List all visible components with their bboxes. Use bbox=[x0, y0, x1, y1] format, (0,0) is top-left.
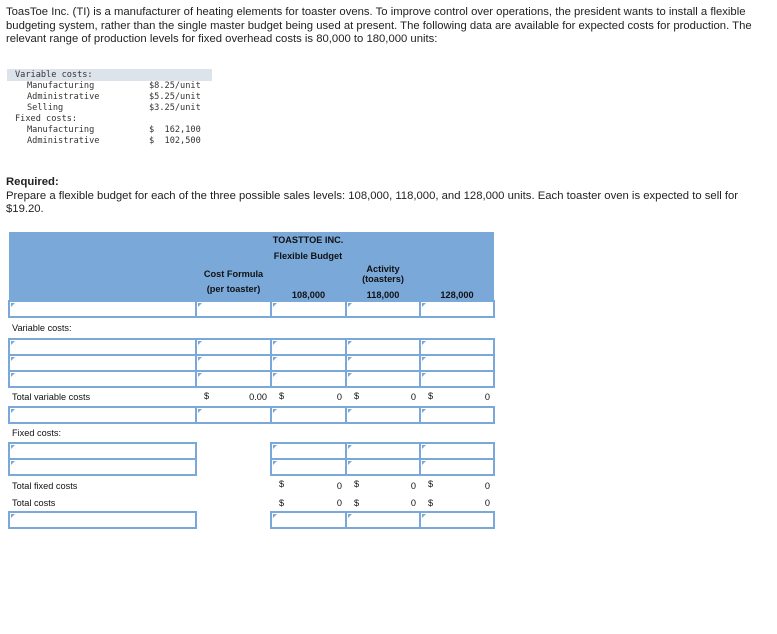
amount-input[interactable] bbox=[271, 459, 346, 475]
formula-input[interactable] bbox=[196, 339, 271, 355]
currency-symbol: $ bbox=[279, 391, 285, 401]
required-text: Prepare a flexible budget for each of the three possible sales levels: 108,000, 118,000, and 128,000 units. Each toaster oven is expected to sell for $19.20. bbox=[6, 189, 739, 216]
total-costs-128000: 0 bbox=[484, 498, 490, 508]
formula-input[interactable] bbox=[196, 407, 271, 423]
cost-formula-subheader: (per toaster) bbox=[206, 284, 261, 294]
amount-input[interactable] bbox=[271, 443, 346, 459]
amount-input[interactable] bbox=[346, 512, 420, 528]
total-fixed-118000: 0 bbox=[410, 480, 416, 491]
given-label: Manufacturing bbox=[27, 81, 95, 91]
currency-symbol: $ bbox=[354, 479, 360, 489]
amount-input[interactable] bbox=[346, 301, 420, 317]
currency-symbol: $ bbox=[428, 391, 434, 401]
amount-input[interactable] bbox=[271, 371, 346, 387]
required-heading: Required: bbox=[6, 176, 59, 188]
label-input[interactable] bbox=[9, 407, 196, 423]
formula-input[interactable] bbox=[196, 301, 271, 317]
amount-input[interactable] bbox=[420, 301, 494, 317]
amount-input[interactable] bbox=[420, 512, 494, 528]
amount-input[interactable] bbox=[346, 459, 420, 475]
amount-input[interactable] bbox=[346, 371, 420, 387]
amount-input[interactable] bbox=[420, 459, 494, 475]
total-fixed-108000: 0 bbox=[336, 480, 342, 491]
total-variable-costs-label: Total variable costs bbox=[12, 392, 91, 402]
currency-symbol: $ bbox=[279, 479, 285, 489]
flexible-budget-table bbox=[8, 232, 495, 529]
amount-input[interactable] bbox=[271, 407, 346, 423]
fixed-costs-label: Fixed costs: bbox=[12, 428, 62, 438]
given-value: $8.25/unit bbox=[149, 81, 201, 91]
activity-level-108000: 108,000 bbox=[291, 290, 326, 300]
label-input[interactable] bbox=[9, 512, 196, 528]
given-value: $ 162,100 bbox=[149, 125, 201, 135]
variable-cost-label-input[interactable] bbox=[9, 355, 196, 371]
total-variable-118000: 0 bbox=[410, 392, 416, 402]
formula-input[interactable] bbox=[196, 371, 271, 387]
given-label: Administrative bbox=[27, 92, 100, 102]
currency-symbol: $ bbox=[204, 391, 210, 401]
total-costs-108000: 0 bbox=[336, 498, 342, 508]
amount-input[interactable] bbox=[420, 371, 494, 387]
currency-symbol: $ bbox=[428, 498, 434, 508]
amount-input[interactable] bbox=[346, 355, 420, 371]
total-variable-128000: 0 bbox=[484, 392, 490, 402]
fixed-costs-header: Fixed costs: bbox=[15, 114, 78, 124]
variable-cost-label-input[interactable] bbox=[9, 371, 196, 387]
amount-input[interactable] bbox=[346, 339, 420, 355]
given-label: Selling bbox=[27, 103, 64, 113]
amount-input[interactable] bbox=[271, 339, 346, 355]
total-fixed-128000: 0 bbox=[484, 480, 490, 491]
currency-symbol: $ bbox=[354, 498, 360, 508]
given-value: $5.25/unit bbox=[149, 92, 201, 102]
amount-input[interactable] bbox=[271, 512, 346, 528]
total-variable-formula: 0.00 bbox=[249, 392, 267, 402]
amount-input[interactable] bbox=[420, 355, 494, 371]
company-name: TOASTTOE INC. bbox=[272, 235, 344, 245]
required-section bbox=[6, 176, 766, 217]
given-value: $3.25/unit bbox=[149, 103, 201, 113]
problem-intro: ToasToe Inc. (TI) is a manufacturer of heating elements for toaster ovens. To improve control over operations, the president wants to install a flexible budgeting system, rather than the single master budget being used at present. The following data are available for expected costs for production. The relevant range of production levels for fixed overhead costs is 80,000 to 180,000 units: bbox=[6, 6, 752, 46]
amount-input[interactable] bbox=[271, 301, 346, 317]
activity-level-118000: 118,000 bbox=[366, 290, 400, 300]
fixed-cost-label-input[interactable] bbox=[9, 443, 196, 459]
amount-input[interactable] bbox=[420, 407, 494, 423]
given-label: Administrative bbox=[27, 136, 100, 146]
amount-input[interactable] bbox=[346, 443, 420, 459]
fixed-cost-label-input[interactable] bbox=[9, 459, 196, 475]
currency-symbol: $ bbox=[279, 498, 285, 508]
amount-input[interactable] bbox=[346, 407, 420, 423]
variable-cost-label-input[interactable] bbox=[9, 339, 196, 355]
amount-input[interactable] bbox=[271, 355, 346, 371]
total-costs-label: Total costs bbox=[12, 498, 56, 508]
given-cost-data bbox=[7, 69, 212, 153]
formula-input[interactable] bbox=[196, 355, 271, 371]
variable-costs-header: Variable costs: bbox=[15, 70, 93, 80]
amount-input[interactable] bbox=[420, 339, 494, 355]
label-input[interactable] bbox=[9, 301, 196, 317]
currency-symbol: $ bbox=[354, 391, 360, 401]
activity-level-128000: 128,000 bbox=[440, 290, 474, 300]
total-fixed-costs-label: Total fixed costs bbox=[12, 480, 78, 491]
cost-formula-header: Cost Formula bbox=[203, 269, 264, 279]
total-costs-118000: 0 bbox=[410, 498, 416, 508]
given-label: Manufacturing bbox=[27, 125, 95, 135]
amount-input[interactable] bbox=[420, 443, 494, 459]
currency-symbol: $ bbox=[428, 479, 434, 489]
budget-title: Flexible Budget bbox=[273, 251, 343, 261]
total-variable-108000: 0 bbox=[336, 392, 342, 402]
activity-header: Activity (toasters) bbox=[362, 264, 404, 284]
given-value: $ 102,500 bbox=[149, 136, 201, 146]
variable-costs-label: Variable costs: bbox=[9, 317, 196, 339]
